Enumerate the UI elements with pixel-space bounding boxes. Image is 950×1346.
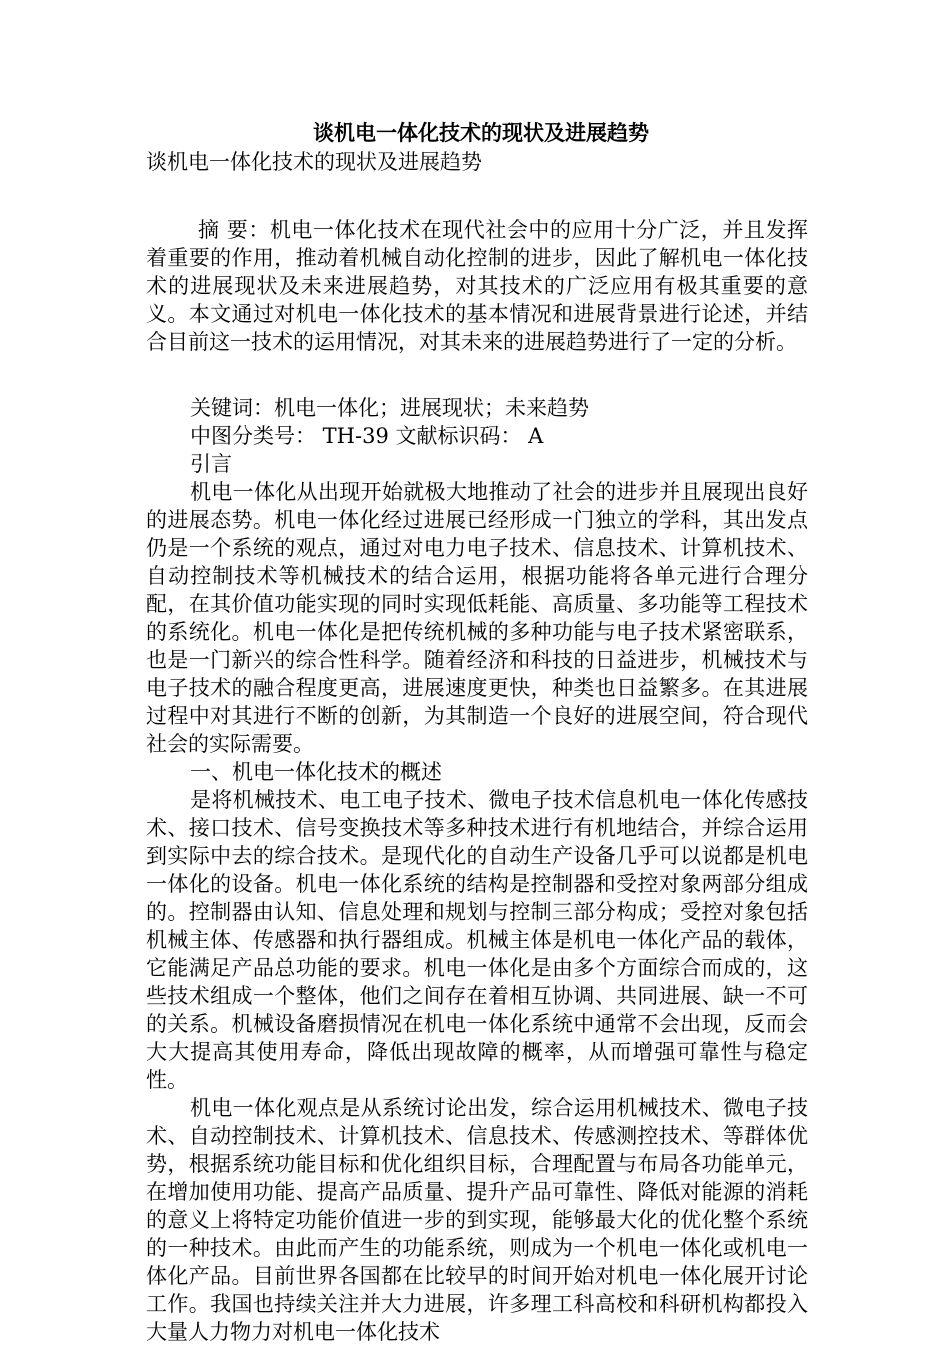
document-page <box>146 118 808 1346</box>
section1-paragraph-1: 是将机械技术、电工电子技术、微电子技术信息机电一体化传感技术、接口技术、信号变换技术等多种技术进行有机地结合，并综合运用到实际中去的综合技术。是现代化的自动生产设备几乎可以说都是机电一体化的设备。机电一体化系统的结构是控制器和受控对象两部分组成的。控制器由认知、信息处理和规划与控制三部分构成；受控对象包括机械主体、传感器和执行器组成。机械主体是机电一体化产品的载体，它能满足产品总功能的要求。机电一体化是由多个方面综合而成的，这些技术组成一个整体，他们之间存在着相互协调、共同进展、缺一不可的关系。机械设备磨损情况在机电一体化系统中通常不会出现，反而会大大提高其使用寿命，降低出现故障的概率，从而增强可靠性与稳定性。 <box>146 788 808 1092</box>
document-subtitle: 谈机电一体化技术的现状及进展趋势 <box>146 150 482 174</box>
intro-paragraph: 机电一体化从出现开始就极大地推动了社会的进步并且展现出良好的进展态势。机电一体化经过进展已经形成一门独立的学科，其出发点仍是一个系统的观点，通过对电力电子技术、信息技术、计算机技术、自动控制技术等机械技术的结合运用，根据功能将各单元进行合理分配，在其价值功能实现的同时实现低耗能、高质量、多功能等工程技术的系统化。机电一体化是把传统机械的多种功能与电子技术紧密联系，也是一门新兴的综合性科学。随着经济和科技的日益进步，机械技术与电子技术的融合程度更高，进展速度更快，种类也日益繁多。在其进展过程中对其进行不断的创新，为其制造一个良好的进展空间，符合现代社会的实际需要。 <box>146 480 808 756</box>
section1-heading: 一、机电一体化技术的概述 <box>190 760 442 784</box>
intro-heading: 引言 <box>190 452 232 476</box>
keywords-line: 关键词：机电一体化；进展现状；未来趋势 <box>190 396 589 420</box>
abstract-paragraph: 摘 要：机电一体化技术在现代社会中的应用十分广泛，并且发挥着重要的作用，推动着机械自动化控制的进步，因此了解机电一体化技术的进展现状及未来进展趋势，对其技术的广泛应用有极其重要的意义。本文通过对机电一体化技术的基本情况和进展背景进行论述，并结合目前这一技术的运用情况，对其未来的进展趋势进行了一定的分析。 <box>146 218 808 354</box>
classification-line: 中图分类号： TH-39 文献标识码： A <box>190 424 544 448</box>
section1-paragraph-2: 机电一体化观点是从系统讨论出发，综合运用机械技术、微电子技术、自动控制技术、计算机技术、信息技术、传感测控技术、等群体优势，根据系统功能目标和优化组织目标，合理配置与布局各功能单元，在增加使用功能、提高产品质量、提升产品可靠性、降低对能源的消耗的意义上将特定功能价值进一步的到实现，能够最大化的优化整个系统的一种技术。由此而产生的功能系统，则成为一个机电一体化或机电一体化产品。目前世界各国都在比较早的时间开始对机电一体化展开讨论工作。我国也持续关注并大力进展，许多理工科高校和科研机构都投入大量人力物力对机电一体化技术 <box>146 1096 808 1344</box>
document-title: 谈机电一体化技术的现状及进展趋势 <box>313 120 649 145</box>
